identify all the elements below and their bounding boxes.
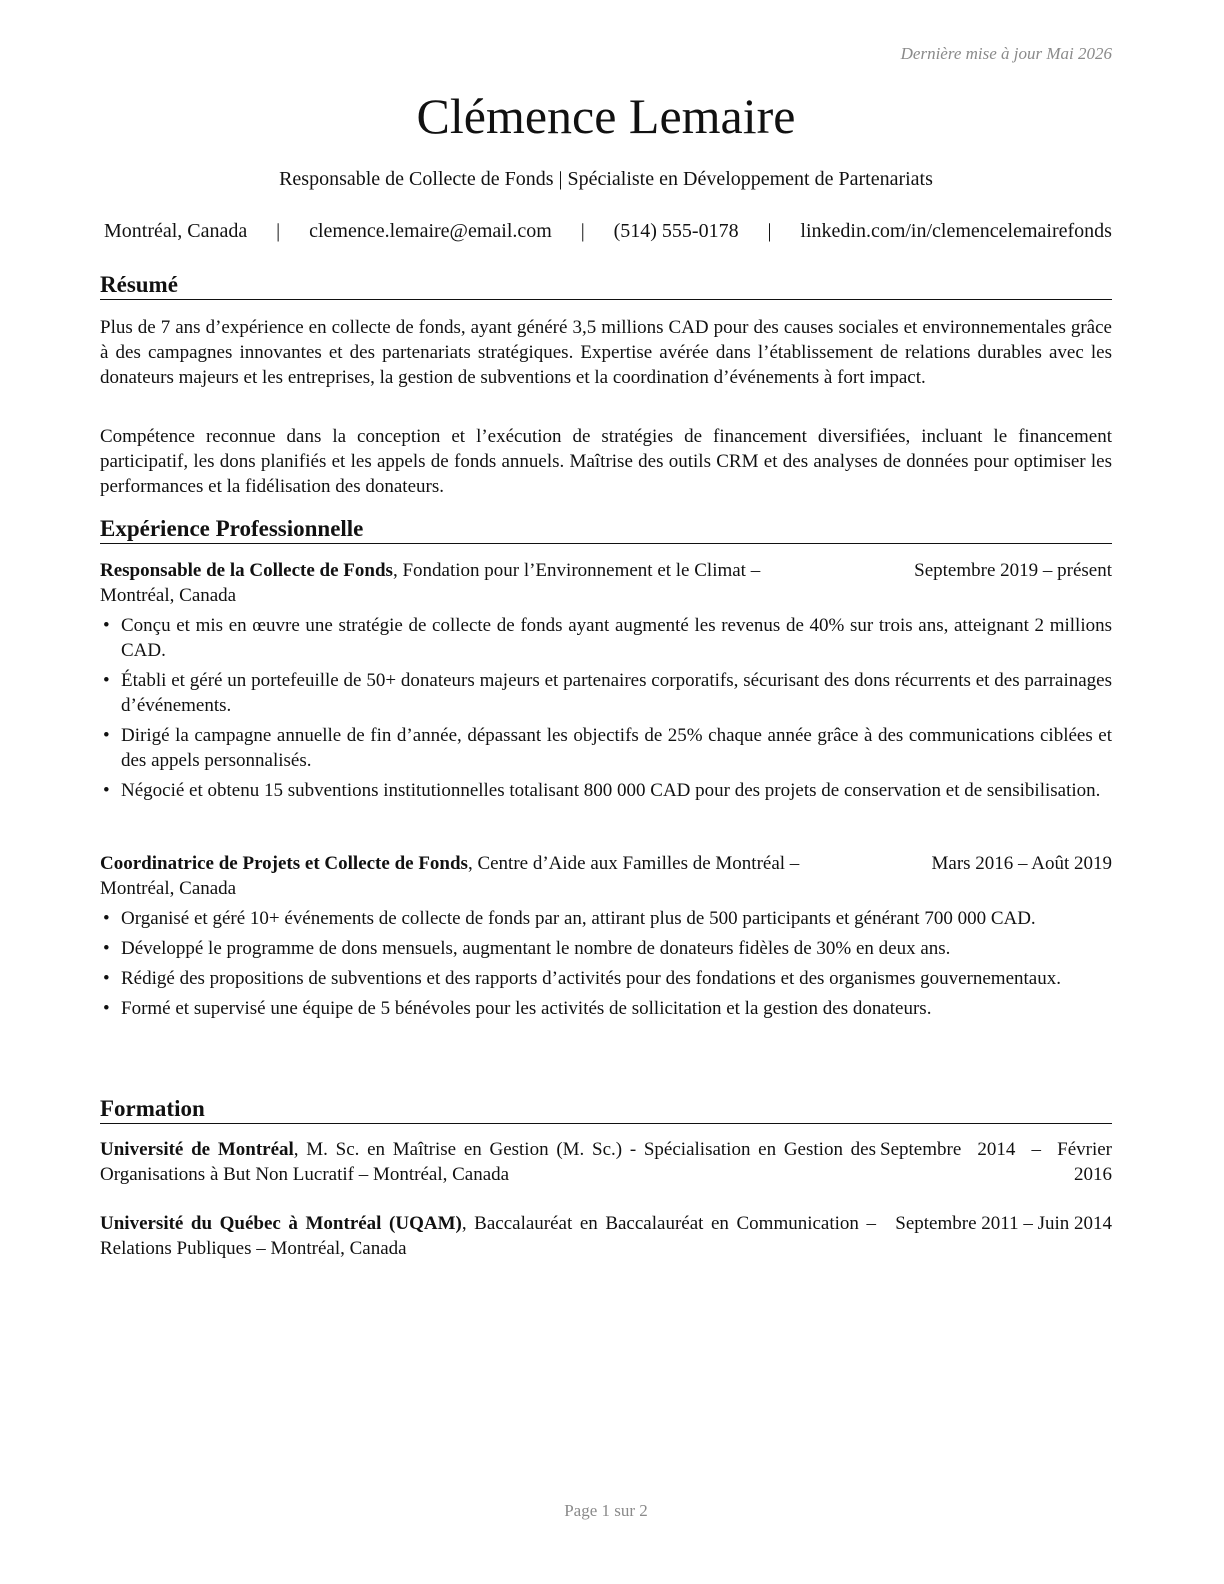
degree-text: , Baccalauréat en Baccalauréat en Communication – Relations Publiques – Montréal, Canada [100, 1213, 876, 1259]
bullet-icon: • [103, 725, 110, 746]
job-location: Montréal, Canada [100, 878, 237, 899]
contact-linkedin[interactable]: linkedin.com/in/clemencelemairefonds [800, 220, 1112, 242]
page-number: Page 1 sur 2 [564, 1501, 648, 1520]
summary-paragraph: Plus de 7 ans d’expérience en collecte de fonds, ayant généré 3,5 millions CAD pour des causes sociales et environnementales grâce à des campagnes innovantes et des partenariats stratégiques. Expertise avérée dans l’établissement de relations durables avec les donateurs majeurs et les entreprises, la gestion de subventions et la coordination d’événements à fort impact. [100, 317, 1112, 388]
job-organization: , Centre d’Aide aux Familles de Montréal – [467, 853, 800, 874]
contact-location: Montréal, Canada [104, 220, 248, 242]
education-dates: Septembre 2014 – Février 2016 [880, 1139, 1112, 1185]
bullet-text: Rédigé des propositions de subventions et des rapports d’activités pour des fondations et des organismes gouvernementaux. [121, 968, 1061, 989]
school-name: Université du Québec à Montréal (UQAM) [100, 1213, 462, 1234]
job-title: Coordinatrice de Projets et Collecte de Fonds [100, 853, 468, 874]
bullet-icon: • [103, 780, 110, 801]
bullet-icon: • [103, 938, 110, 959]
list-item [100, 936, 1112, 961]
bullet-text: Formé et supervisé une équipe de 5 bénévoles pour les activités de sollicitation et la gestion des donateurs. [121, 998, 932, 1019]
contact-phone[interactable]: (514) 555-0178 [613, 220, 739, 242]
contact-email[interactable]: clemence.lemaire@email.com [309, 220, 552, 242]
job-header [100, 558, 1112, 583]
candidate-name: Clémence Lemaire [416, 88, 796, 144]
list-item [100, 778, 1112, 803]
bullet-text: Développé le programme de dons mensuels, augmentant le nombre de donateurs fidèles de 30% en deux ans. [121, 938, 951, 959]
list-item [100, 906, 1112, 931]
bullet-icon: • [103, 998, 110, 1019]
list-item [100, 723, 1112, 773]
list-item [100, 668, 1112, 718]
degree-text: , M. Sc. en Maîtrise en Gestion (M. Sc.) - Spécialisation en Gestion des Organisations à But Non Lucratif – Montréal, Canada [100, 1139, 876, 1185]
job-title: Responsable de la Collecte de Fonds [100, 560, 393, 581]
job-bullets [100, 906, 1112, 1026]
contact-line [100, 219, 1112, 244]
bullet-icon: • [103, 670, 110, 691]
bullet-icon: • [103, 908, 110, 929]
last-updated: Dernière mise à jour Mai 2026 [900, 44, 1112, 63]
bullet-text: Organisé et géré 10+ événements de collecte de fonds par an, attirant plus de 500 participants et générant 700 000 CAD. [121, 908, 1036, 929]
job-organization: , Fondation pour l’Environnement et le Climat – [392, 560, 761, 581]
candidate-subtitle: Responsable de Collecte de Fonds | Spécialiste en Développement de Partenariats [279, 168, 933, 190]
education-dates: Septembre 2011 – Juin 2014 [895, 1213, 1112, 1234]
experience-heading: Expérience Professionnelle [100, 515, 1112, 544]
list-item [100, 966, 1112, 991]
bullet-text: Négocié et obtenu 15 subventions institutionnelles totalisant 800 000 CAD pour des projets de conservation et de sensibilisation. [121, 780, 1101, 801]
contact-separator: | [276, 220, 281, 242]
job-header [100, 851, 1112, 876]
education-heading: Formation [100, 1095, 1112, 1124]
job-dates: Mars 2016 – Août 2019 [931, 853, 1112, 874]
job-bullets [100, 613, 1112, 808]
list-item [100, 996, 1112, 1021]
bullet-text: Établi et géré un portefeuille de 50+ donateurs majeurs et partenaires corporatifs, sécurisant des dons récurrents et des parrainages d’événements. [121, 670, 1112, 716]
job-dates: Septembre 2019 – présent [914, 560, 1112, 581]
job-location: Montréal, Canada [100, 585, 237, 606]
summary-paragraph: Compétence reconnue dans la conception et l’exécution de stratégies de financement diversifiées, incluant le financement participatif, les dons planifiés et les appels de fonds annuels. Maîtrise des outils CRM et des analyses de données pour optimiser les performances et la fidélisation des donateurs. [100, 426, 1112, 497]
contact-separator: | [767, 220, 772, 242]
contact-separator: | [580, 220, 585, 242]
resume-page [100, 0, 1112, 1584]
bullet-text: Dirigé la campagne annuelle de fin d’année, dépassant les objectifs de 25% chaque année grâce à des communications ciblées et des appels personnalisés. [121, 725, 1112, 771]
list-item [100, 613, 1112, 663]
school-name: Université de Montréal [100, 1139, 294, 1160]
bullet-icon: • [103, 615, 110, 636]
education-detail [100, 1137, 876, 1187]
bullet-text: Conçu et mis en œuvre une stratégie de collecte de fonds ayant augmenté les revenus de 40% sur trois ans, atteignant 2 millions CAD. [121, 615, 1112, 661]
bullet-icon: • [103, 968, 110, 989]
education-detail [100, 1211, 876, 1261]
summary-heading: Résumé [100, 271, 1112, 300]
